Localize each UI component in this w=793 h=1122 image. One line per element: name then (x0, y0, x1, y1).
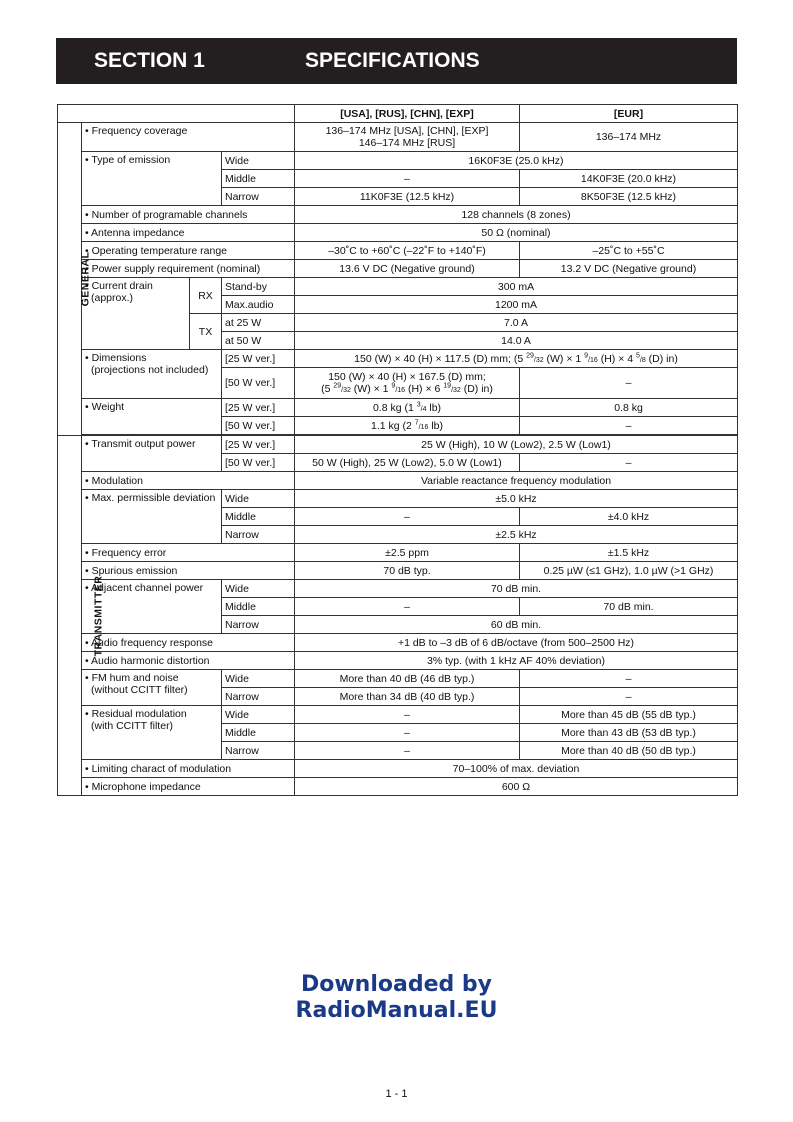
spec-value: 150 (W) × 40 (H) × 167.5 (D) mm; (5 $^{29}$/32 (W) × 1 $^9$/16 (H) × 6 $^{19}$/32 (D) in) (295, 368, 520, 399)
group-label-general: GENERAL (58, 123, 82, 436)
spec-label: • Residual modulation (with CCITT filter) (82, 706, 222, 760)
spec-label: • Frequency coverage (82, 123, 295, 152)
spec-value: 1.1 kg (2 $^7$/16 lb) (295, 417, 520, 435)
spec-label: • Microphone impedance (82, 778, 295, 796)
table-row (58, 206, 738, 224)
spec-value: – (295, 508, 520, 526)
section-number: SECTION 1 (94, 49, 205, 72)
column-header-usa: [USA], [RUS], [CHN], [EXP] (295, 105, 520, 123)
spec-label: • Operating temperature range (82, 242, 295, 260)
spec-label: • Adjacent channel power (82, 580, 222, 634)
spec-label: • FM hum and noise (without CCITT filter) (82, 670, 222, 706)
spec-value: 70 dB typ. (295, 562, 520, 580)
spec-value: 14.0 A (295, 332, 738, 350)
spec-label: • Type of emission (82, 152, 222, 206)
spec-value: – (295, 724, 520, 742)
spec-value: 7.0 A (295, 314, 738, 332)
table-row (58, 778, 738, 796)
spec-value: 0.8 kg (520, 399, 738, 417)
table-row (58, 260, 738, 278)
spec-value: More than 34 dB (40 dB typ.) (295, 688, 520, 706)
spec-value: – (520, 454, 738, 472)
spec-value: – (295, 742, 520, 760)
spec-sublabel: [50 W ver.] (222, 368, 295, 399)
table-row (58, 634, 738, 652)
spec-value: More than 45 dB (55 dB typ.) (520, 706, 738, 724)
spec-value: – (295, 706, 520, 724)
spec-value: 150 (W) × 40 (H) × 117.5 (D) mm; (5 $^{29}$/32 (W) × 1 $^9$/16 (H) × 4 $^5$/8 (D) in) (295, 350, 738, 368)
spec-value: 136–174 MHz (520, 123, 738, 152)
table-row (58, 278, 738, 296)
spec-label: • Limiting charact of modulation (82, 760, 295, 778)
spec-value: 1200 mA (295, 296, 738, 314)
spec-value: 25 W (High), 10 W (Low2), 2.5 W (Low1) (295, 436, 738, 454)
spec-value: More than 40 dB (46 dB typ.) (295, 670, 520, 688)
section-header-bar (56, 38, 737, 84)
section-title: SPECIFICATIONS (305, 49, 480, 72)
spec-label: • Dimensions (projections not included) (82, 350, 222, 399)
spec-value: 70 dB min. (295, 580, 738, 598)
spec-label: • Frequency error (82, 544, 295, 562)
spec-value: – (520, 368, 738, 399)
spec-value: 50 Ω (nominal) (295, 224, 738, 242)
spec-value: 600 Ω (295, 778, 738, 796)
table-row (58, 760, 738, 778)
spec-label: • Number of programable channels (82, 206, 295, 224)
spec-value: ±2.5 kHz (295, 526, 738, 544)
spec-sublabel: Wide (222, 580, 295, 598)
spec-value: 300 mA (295, 278, 738, 296)
spec-sublabel: Middle (222, 724, 295, 742)
table-row (58, 670, 738, 688)
spec-sublabel: Narrow (222, 616, 295, 634)
spec-value: More than 40 dB (50 dB typ.) (520, 742, 738, 760)
spec-value: 13.2 V DC (Negative ground) (520, 260, 738, 278)
spec-sublabel: Middle (222, 598, 295, 616)
spec-label: • Max. permissible deviation (82, 490, 222, 544)
spec-value: 11K0F3E (12.5 kHz) (295, 188, 520, 206)
spec-value: 3% typ. (with 1 kHz AF 40% deviation) (295, 652, 738, 670)
spec-value: ±2.5 ppm (295, 544, 520, 562)
spec-label: • Antenna impedance (82, 224, 295, 242)
spec-value: 136–174 MHz [USA], [CHN], [EXP] 146–174 MHz [RUS] (295, 123, 520, 152)
spec-sublabel: [25 W ver.] (222, 399, 295, 417)
spec-sublabel: [25 W ver.] (222, 350, 295, 368)
spec-value: ±5.0 kHz (295, 490, 738, 508)
spec-value: ±1.5 kHz (520, 544, 738, 562)
table-row (58, 224, 738, 242)
spec-sublabel: Narrow (222, 188, 295, 206)
table-row (58, 399, 738, 417)
spec-sublabel: Wide (222, 670, 295, 688)
table-row (58, 490, 738, 508)
spec-value: 50 W (High), 25 W (Low2), 5.0 W (Low1) (295, 454, 520, 472)
spec-sublabel: Narrow (222, 526, 295, 544)
column-header-eur: [EUR] (520, 105, 738, 123)
spec-label: • Current drain (approx.) (82, 278, 190, 350)
spec-label: • Spurious emission (82, 562, 295, 580)
spec-value: 8K50F3E (12.5 kHz) (520, 188, 738, 206)
spec-value: 0.8 kg (1 $^3$/4 lb) (295, 399, 520, 417)
spec-sublabel: Middle (222, 170, 295, 188)
table-row (58, 562, 738, 580)
spec-sublabel-tx: TX (190, 314, 222, 350)
spec-value: ±4.0 kHz (520, 508, 738, 526)
table-row (58, 580, 738, 598)
table-header-row (58, 105, 738, 123)
spec-sublabel: Narrow (222, 742, 295, 760)
spec-value: 16K0F3E (25.0 kHz) (295, 152, 738, 170)
spec-sublabel: Wide (222, 152, 295, 170)
group-label-transmitter: TRANSMITTER (58, 436, 82, 796)
spec-label: • Transmit output power (82, 436, 222, 472)
spec-sublabel: Max.audio (222, 296, 295, 314)
spec-value: – (520, 417, 738, 435)
spec-value: 128 channels (8 zones) (295, 206, 738, 224)
spec-value: 70–100% of max. deviation (295, 760, 738, 778)
page-number: 1 - 1 (385, 1088, 408, 1100)
table-row (58, 652, 738, 670)
spec-value: 0.25 µW (≤1 GHz), 1.0 µW (>1 GHz) (520, 562, 738, 580)
spec-sublabel: at 50 W (222, 332, 295, 350)
table-row (58, 472, 738, 490)
spec-label: • Power supply requirement (nominal) (82, 260, 295, 278)
spec-label: • Modulation (82, 472, 295, 490)
watermark-line-2: RadioManual.EU (295, 998, 498, 1023)
spec-label: • Weight (82, 399, 222, 435)
spec-value: – (520, 688, 738, 706)
spec-sublabel: [25 W ver.] (222, 436, 295, 454)
header-blank-cell (58, 105, 295, 123)
spec-sublabel: [50 W ver.] (222, 417, 295, 435)
specifications-table (57, 104, 738, 796)
spec-value: More than 43 dB (53 dB typ.) (520, 724, 738, 742)
table-row (58, 152, 738, 170)
table-row (58, 436, 738, 454)
spec-value: – (520, 670, 738, 688)
spec-label: • Audio harmonic distortion (82, 652, 295, 670)
spec-value: –30˚C to +60˚C (–22˚F to +140˚F) (295, 242, 520, 260)
table-row (58, 544, 738, 562)
watermark-line-1: Downloaded by (300, 972, 493, 997)
table-row (58, 123, 738, 152)
spec-sublabel: [50 W ver.] (222, 454, 295, 472)
spec-sublabel-rx: RX (190, 278, 222, 314)
table-row (58, 350, 738, 368)
spec-sublabel: Stand-by (222, 278, 295, 296)
spec-label: • Audio frequency response (82, 634, 295, 652)
spec-value: +1 dB to –3 dB of 6 dB/octave (from 500–2500 Hz) (295, 634, 738, 652)
spec-sublabel: at 25 W (222, 314, 295, 332)
spec-value: Variable reactance frequency modulation (295, 472, 738, 490)
spec-sublabel: Wide (222, 490, 295, 508)
table-row (58, 706, 738, 724)
spec-value: 70 dB min. (520, 598, 738, 616)
spec-value: 13.6 V DC (Negative ground) (295, 260, 520, 278)
table-row (58, 242, 738, 260)
spec-sublabel: Wide (222, 706, 295, 724)
spec-sublabel: Middle (222, 508, 295, 526)
spec-sublabel: Narrow (222, 688, 295, 706)
spec-value: – (295, 170, 520, 188)
spec-value: 14K0F3E (20.0 kHz) (520, 170, 738, 188)
spec-value: 60 dB min. (295, 616, 738, 634)
spec-value: – (295, 598, 520, 616)
spec-value: –25˚C to +55˚C (520, 242, 738, 260)
